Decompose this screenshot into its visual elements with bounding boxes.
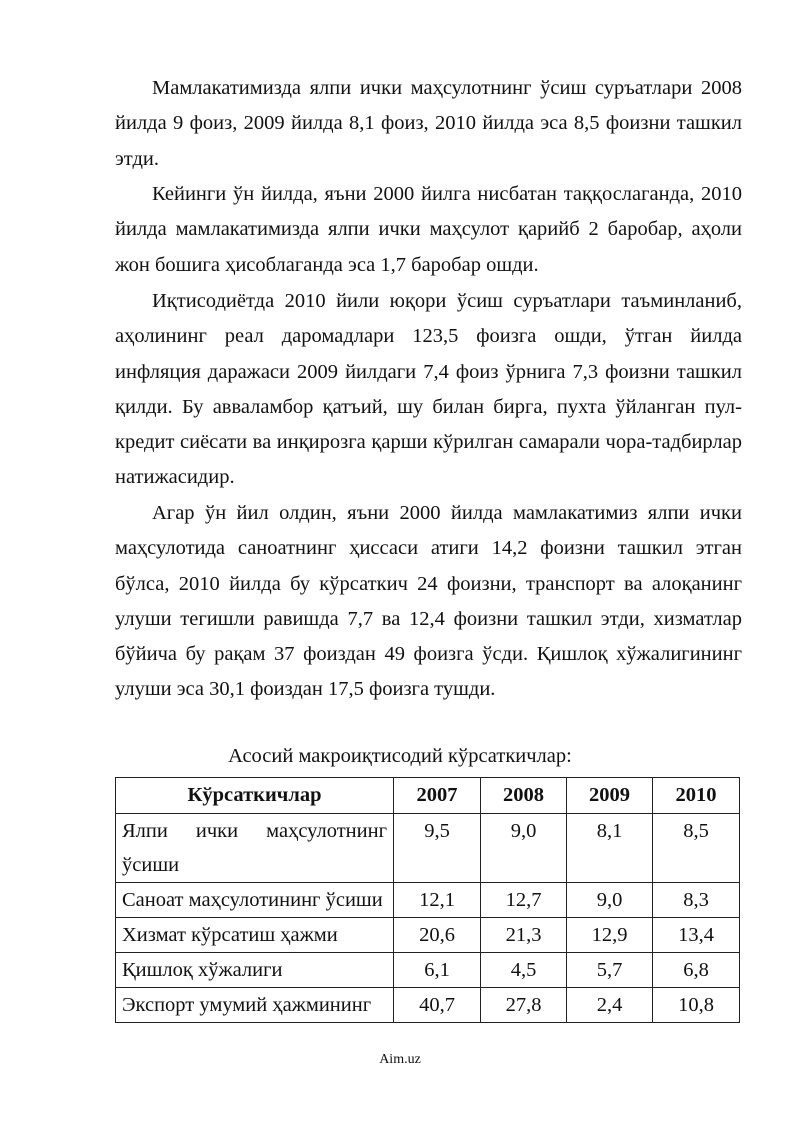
header-2007: 2007 (394, 778, 481, 814)
cell-value: 40,7 (394, 988, 481, 1023)
cell-value: 21,3 (481, 918, 567, 953)
table-row (116, 814, 740, 883)
table-caption: Асосий макроиқтисодий кўрсаткичлар: (228, 745, 572, 767)
paragraph-2: Кейинги ўн йилда, яъни 2000 йилга нисбатан таққослаганда, 2010 йилда мамлакатимизда ялпи ички маҳсулот қарийб 2 баробар, аҳоли жон бошига ҳисоблаганда эса 1,7 баробар ошди. (115, 183, 742, 276)
indicators-table (115, 777, 740, 1023)
cell-value: 27,8 (481, 988, 567, 1023)
cell-value: 6,8 (653, 953, 740, 988)
table-row (116, 883, 740, 918)
cell-value: 8,3 (653, 883, 740, 918)
cell-value: 9,5 (394, 814, 481, 883)
cell-value: 10,8 (653, 988, 740, 1023)
footer-source: Aim.uz (379, 1052, 421, 1067)
cell-value: 8,5 (653, 814, 740, 883)
header-2010: 2010 (653, 778, 740, 814)
cell-value: 6,1 (394, 953, 481, 988)
cell-value: 4,5 (481, 953, 567, 988)
row-label: Хизмат кўрсатиш ҳажми (116, 918, 394, 953)
cell-value: 12,1 (394, 883, 481, 918)
cell-value: 20,6 (394, 918, 481, 953)
paragraph-4: Агар ўн йил олдин, яъни 2000 йилда мамлакатимиз ялпи ички маҳсулотида саноатнинг ҳиссаси атиги 14,2 фоизни ташкил этган бўлса, 2010 йилда бу кўрсаткич 24 фоизни, транспорт ва алоқанинг улуши тегишли равишда 7,7 ва 12,4 фоизни ташкил этди, хизматлар бўйича бу рақам 37 фоиздан 49 фоизга ўсди. Қишлоқ хўжалигининг улуши эса 30,1 фоиздан 17,5 фоизга тушди. (115, 502, 742, 701)
row-label: Қишлоқ хўжалиги (116, 953, 394, 988)
cell-value: 8,1 (567, 814, 653, 883)
cell-value: 9,0 (567, 883, 653, 918)
cell-value: 5,7 (567, 953, 653, 988)
table-row (116, 988, 740, 1023)
header-indicators: Кўрсаткичлар (116, 778, 394, 814)
paragraph-3: Иқтисодиётда 2010 йили юқори ўсиш суръатлари таъминланиб, аҳолининг реал даромадлари 123,5 фоизга ошди, ўтган йилда инфляция даражаси 2009 йилдаги 7,4 фоиз ўрнига 7,3 фоизни ташкил қилди. Бу авваламбор қатъий, шу билан бирга, пухта ўйланган пул-кредит сиёсати ва инқирозга қарши кўрилган самарали чора-тадбирлар натижасидир. (115, 290, 742, 489)
table-header-row (116, 778, 740, 814)
cell-value: 9,0 (481, 814, 567, 883)
table-row (116, 918, 740, 953)
paragraph-1: Мамлакатимизда ялпи ички маҳсулотнинг ўсиш суръатлари 2008 йилда 9 фоиз, 2009 йилда 8,1 фоиз, 2010 йилда эса 8,5 фоизни ташкил этди. (115, 77, 742, 170)
row-label: Ялпи ички маҳсулотнинг ўсиши (116, 814, 394, 883)
row-label: Саноат маҳсулотининг ўсиши (116, 883, 394, 918)
header-2009: 2009 (567, 778, 653, 814)
row-label: Экспорт умумий ҳажмининг (116, 988, 394, 1023)
cell-value: 12,7 (481, 883, 567, 918)
table-row (116, 953, 740, 988)
cell-value: 13,4 (653, 918, 740, 953)
header-2008: 2008 (481, 778, 567, 814)
cell-value: 2,4 (567, 988, 653, 1023)
cell-value: 12,9 (567, 918, 653, 953)
